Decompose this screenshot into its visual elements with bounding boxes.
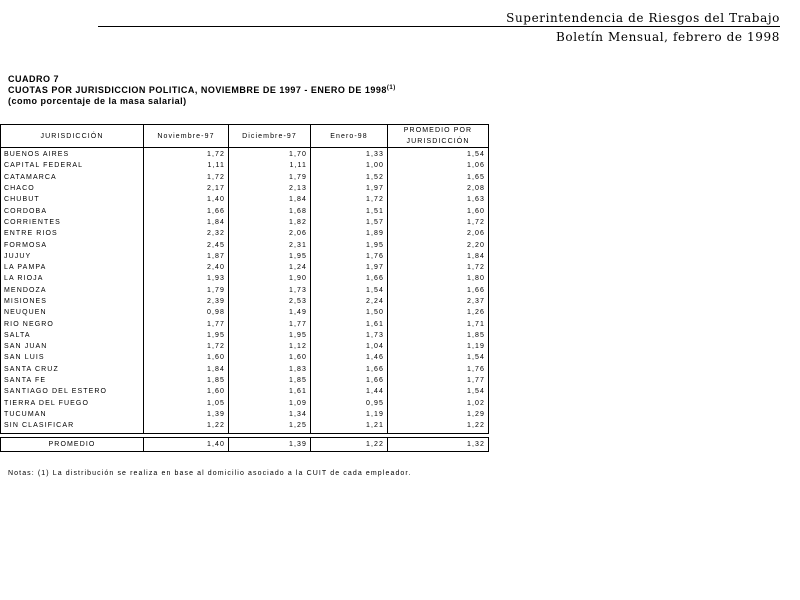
jurisdiction-cell: LA RIOJA xyxy=(1,273,144,284)
table-title xyxy=(8,85,608,96)
cuadro-label: CUADRO 7 xyxy=(8,74,60,84)
total-value: 1,22 xyxy=(311,438,388,452)
value-cell: 1,97 xyxy=(311,183,388,194)
table-row xyxy=(1,364,489,375)
value-cell: 1,84 xyxy=(229,194,311,205)
jurisdiction-cell: SALTA xyxy=(1,330,144,341)
jurisdiction-cell: MISIONES xyxy=(1,296,144,307)
table-row xyxy=(1,409,489,420)
value-cell: 2,17 xyxy=(144,183,229,194)
total-value: 1,40 xyxy=(144,438,229,452)
value-cell: 1,60 xyxy=(144,386,229,397)
table-row xyxy=(1,273,489,284)
jurisdiction-cell: TUCUMAN xyxy=(1,409,144,420)
header-jurisdiccion: JURISDICCIÓN xyxy=(1,125,144,148)
value-cell: 1,72 xyxy=(388,217,489,228)
header-enero: Enero-98 xyxy=(311,125,388,148)
value-cell: 1,60 xyxy=(229,352,311,363)
value-cell: 1,72 xyxy=(144,148,229,161)
jurisdiction-cell: RIO NEGRO xyxy=(1,318,144,329)
value-cell: 1,19 xyxy=(311,409,388,420)
value-cell: 2,06 xyxy=(229,228,311,239)
header-diciembre: Diciembre-97 xyxy=(229,125,311,148)
value-cell: 1,51 xyxy=(311,205,388,216)
jurisdiction-cell: SAN LUIS xyxy=(1,352,144,363)
value-cell: 1,72 xyxy=(311,194,388,205)
value-cell: 1,66 xyxy=(311,364,388,375)
jurisdiction-cell: SAN JUAN xyxy=(1,341,144,352)
value-cell: 1,72 xyxy=(144,172,229,183)
value-cell: 1,22 xyxy=(144,420,229,434)
value-cell: 1,66 xyxy=(311,273,388,284)
value-cell: 1,33 xyxy=(311,148,388,161)
table-row xyxy=(1,205,489,216)
table-row xyxy=(1,285,489,296)
value-cell: 1,66 xyxy=(311,375,388,386)
value-cell: 1,61 xyxy=(229,386,311,397)
value-cell: 1,04 xyxy=(311,341,388,352)
value-cell: 1,73 xyxy=(229,285,311,296)
value-cell: 1,54 xyxy=(388,148,489,161)
table-row xyxy=(1,296,489,307)
value-cell: 1,79 xyxy=(144,285,229,296)
table-row xyxy=(1,160,489,171)
header-bulletin: Boletín Mensual, febrero de 1998 xyxy=(556,30,780,44)
value-cell: 1,24 xyxy=(229,262,311,273)
header-organization: Superintendencia de Riesgos del Trabajo xyxy=(506,11,780,25)
value-cell: 1,95 xyxy=(144,330,229,341)
value-cell: 1,54 xyxy=(388,386,489,397)
table-notes: Notas: (1) La distribución se realiza en base al domicilio asociado a la CUIT de cada empleador. xyxy=(8,470,412,477)
value-cell: 1,09 xyxy=(229,398,311,409)
value-cell: 1,76 xyxy=(388,364,489,375)
value-cell: 1,06 xyxy=(388,160,489,171)
jurisdiction-cell: SANTA CRUZ xyxy=(1,364,144,375)
value-cell: 1,72 xyxy=(144,341,229,352)
table-title-block xyxy=(8,74,608,107)
value-cell: 1,73 xyxy=(311,330,388,341)
table-row xyxy=(1,172,489,183)
value-cell: 2,20 xyxy=(388,239,489,250)
value-cell: 2,45 xyxy=(144,239,229,250)
header-noviembre: Noviembre-97 xyxy=(144,125,229,148)
value-cell: 2,39 xyxy=(144,296,229,307)
value-cell: 1,68 xyxy=(229,205,311,216)
value-cell: 1,39 xyxy=(144,409,229,420)
value-cell: 1,49 xyxy=(229,307,311,318)
total-row xyxy=(1,438,489,452)
table-row xyxy=(1,228,489,239)
value-cell: 1,79 xyxy=(229,172,311,183)
table-row xyxy=(1,341,489,352)
jurisdiction-cell: NEUQUEN xyxy=(1,307,144,318)
value-cell: 2,24 xyxy=(311,296,388,307)
table-header-row xyxy=(1,125,489,148)
value-cell: 1,97 xyxy=(311,262,388,273)
total-value: 1,39 xyxy=(229,438,311,452)
table-row xyxy=(1,148,489,161)
jurisdiction-cell: SANTIAGO DEL ESTERO xyxy=(1,386,144,397)
table-row xyxy=(1,183,489,194)
jurisdiction-cell: CATAMARCA xyxy=(1,172,144,183)
value-cell: 1,82 xyxy=(229,217,311,228)
jurisdiction-cell: CORRIENTES xyxy=(1,217,144,228)
table-row xyxy=(1,375,489,386)
table-subtitle: (como porcentaje de la masa salarial) xyxy=(8,96,187,106)
table-row xyxy=(1,386,489,397)
jurisdiction-cell: FORMOSA xyxy=(1,239,144,250)
value-cell: 1,66 xyxy=(388,285,489,296)
value-cell: 1,40 xyxy=(144,194,229,205)
total-value: 1,32 xyxy=(388,438,489,452)
value-cell: 1,77 xyxy=(229,318,311,329)
value-cell: 1,84 xyxy=(144,364,229,375)
value-cell: 2,53 xyxy=(229,296,311,307)
table-row xyxy=(1,217,489,228)
value-cell: 1,02 xyxy=(388,398,489,409)
jurisdiction-cell: ENTRE RIOS xyxy=(1,228,144,239)
value-cell: 1,29 xyxy=(388,409,489,420)
value-cell: 1,85 xyxy=(388,330,489,341)
value-cell: 1,25 xyxy=(229,420,311,434)
value-cell: 1,57 xyxy=(311,217,388,228)
jurisdiction-cell: SANTA FE xyxy=(1,375,144,386)
value-cell: 1,21 xyxy=(311,420,388,434)
value-cell: 1,76 xyxy=(311,251,388,262)
table-body xyxy=(1,148,489,452)
table-row xyxy=(1,307,489,318)
value-cell: 1,54 xyxy=(311,285,388,296)
jurisdiction-cell: BUENOS AIRES xyxy=(1,148,144,161)
table-row xyxy=(1,239,489,250)
table-row xyxy=(1,398,489,409)
header-rule xyxy=(98,26,780,27)
value-cell: 1,19 xyxy=(388,341,489,352)
value-cell: 1,34 xyxy=(229,409,311,420)
table-row xyxy=(1,352,489,363)
table-row xyxy=(1,330,489,341)
value-cell: 2,32 xyxy=(144,228,229,239)
value-cell: 1,77 xyxy=(144,318,229,329)
jurisdiction-cell: CHUBUT xyxy=(1,194,144,205)
value-cell: 1,84 xyxy=(144,217,229,228)
jurisdiction-cell: CAPITAL FEDERAL xyxy=(1,160,144,171)
value-cell: 1,89 xyxy=(311,228,388,239)
value-cell: 1,95 xyxy=(229,330,311,341)
jurisdiction-cell: SIN CLASIFICAR xyxy=(1,420,144,434)
value-cell: 1,11 xyxy=(229,160,311,171)
total-label: PROMEDIO xyxy=(1,438,144,452)
value-cell: 1,93 xyxy=(144,273,229,284)
table-title-text: CUOTAS POR JURISDICCION POLITICA, NOVIEMBRE DE 1997 - ENERO DE 1998 xyxy=(8,85,387,95)
table-row xyxy=(1,194,489,205)
value-cell: 1,52 xyxy=(311,172,388,183)
value-cell: 2,37 xyxy=(388,296,489,307)
value-cell: 1,72 xyxy=(388,262,489,273)
value-cell: 1,83 xyxy=(229,364,311,375)
value-cell: 1,05 xyxy=(144,398,229,409)
header-promedio: PROMEDIO POR JURISDICCIÓN xyxy=(388,125,489,148)
value-cell: 2,06 xyxy=(388,228,489,239)
value-cell: 1,70 xyxy=(229,148,311,161)
value-cell: 2,40 xyxy=(144,262,229,273)
table-row xyxy=(1,262,489,273)
value-cell: 1,77 xyxy=(388,375,489,386)
table-row xyxy=(1,251,489,262)
value-cell: 1,11 xyxy=(144,160,229,171)
value-cell: 1,65 xyxy=(388,172,489,183)
jurisdiction-cell: CHACO xyxy=(1,183,144,194)
value-cell: 1,63 xyxy=(388,194,489,205)
value-cell: 1,87 xyxy=(144,251,229,262)
value-cell: 1,60 xyxy=(388,205,489,216)
value-cell: 1,46 xyxy=(311,352,388,363)
value-cell: 0,98 xyxy=(144,307,229,318)
value-cell: 1,71 xyxy=(388,318,489,329)
value-cell: 0,95 xyxy=(311,398,388,409)
jurisdiction-cell: MENDOZA xyxy=(1,285,144,296)
value-cell: 1,12 xyxy=(229,341,311,352)
footnote-ref: (1) xyxy=(386,85,396,91)
table-row xyxy=(1,318,489,329)
value-cell: 1,22 xyxy=(388,420,489,434)
value-cell: 1,95 xyxy=(311,239,388,250)
quota-table xyxy=(0,124,489,452)
value-cell: 1,85 xyxy=(144,375,229,386)
table-row xyxy=(1,420,489,434)
value-cell: 1,84 xyxy=(388,251,489,262)
value-cell: 1,44 xyxy=(311,386,388,397)
value-cell: 1,50 xyxy=(311,307,388,318)
value-cell: 2,08 xyxy=(388,183,489,194)
value-cell: 1,61 xyxy=(311,318,388,329)
jurisdiction-cell: LA PAMPA xyxy=(1,262,144,273)
value-cell: 1,54 xyxy=(388,352,489,363)
jurisdiction-cell: TIERRA DEL FUEGO xyxy=(1,398,144,409)
value-cell: 1,66 xyxy=(144,205,229,216)
value-cell: 1,85 xyxy=(229,375,311,386)
jurisdiction-cell: CORDOBA xyxy=(1,205,144,216)
value-cell: 1,00 xyxy=(311,160,388,171)
value-cell: 1,80 xyxy=(388,273,489,284)
value-cell: 1,95 xyxy=(229,251,311,262)
value-cell: 2,31 xyxy=(229,239,311,250)
value-cell: 1,60 xyxy=(144,352,229,363)
jurisdiction-cell: JUJUY xyxy=(1,251,144,262)
value-cell: 1,90 xyxy=(229,273,311,284)
value-cell: 1,26 xyxy=(388,307,489,318)
value-cell: 2,13 xyxy=(229,183,311,194)
